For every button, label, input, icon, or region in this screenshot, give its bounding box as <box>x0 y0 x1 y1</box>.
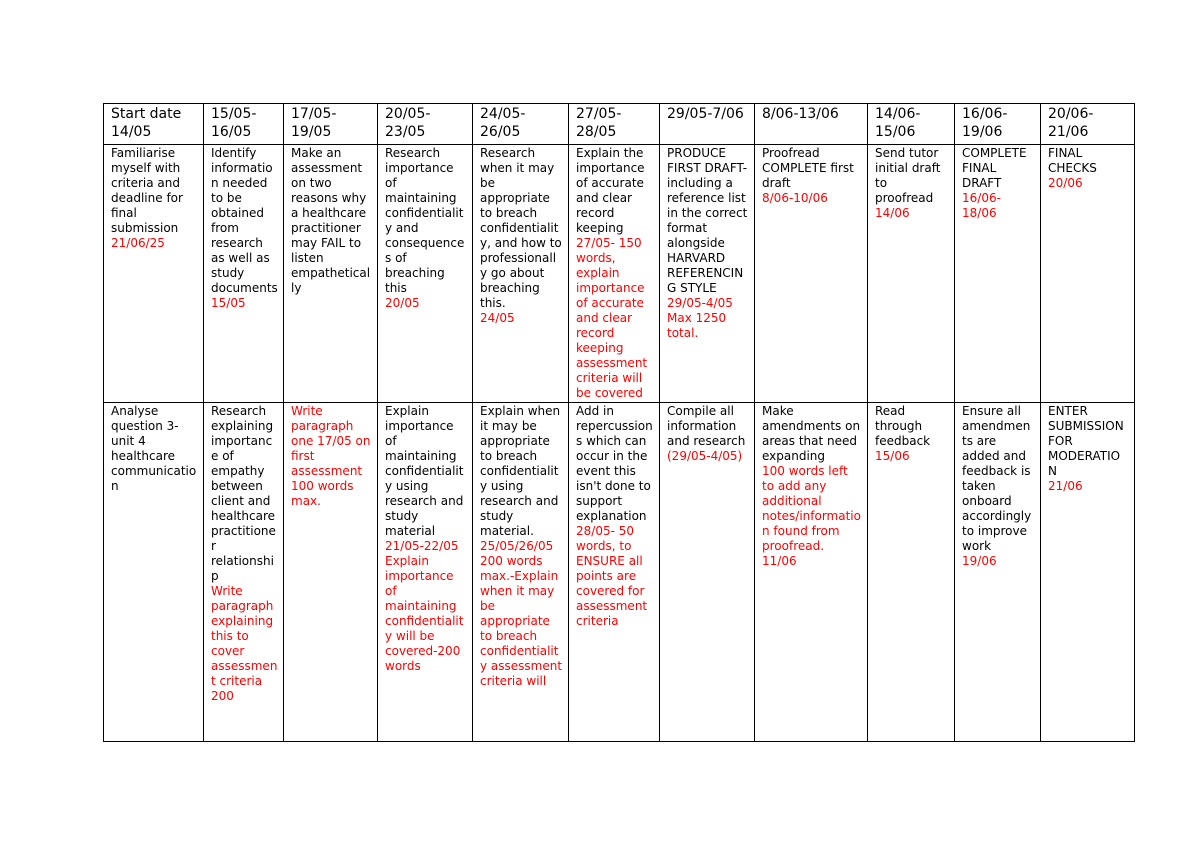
task-date: 19/06 <box>962 554 997 568</box>
header-cell: 24/05-26/05 <box>473 104 569 145</box>
task-text: ENTER SUBMISSION FOR MODERATION <box>1048 404 1124 478</box>
task-cell <box>104 145 204 403</box>
task-cell <box>284 403 378 742</box>
task-date: 25/05/26/05 200 words max.-Explain when it may be appropriate to breach confidentiality assessment criteria will <box>480 539 563 688</box>
task-cell <box>104 403 204 742</box>
task-text: Read through feedback <box>875 404 931 448</box>
task-date: 14/06 <box>875 206 910 220</box>
task-cell <box>660 145 755 403</box>
task-date: Write paragraph one 17/05 on first assessment 100 words max. <box>291 404 371 508</box>
task-date: Write paragraph explaining this to cover assessment criteria 200 <box>211 584 278 703</box>
task-date: 20/06 <box>1048 176 1083 190</box>
header-row <box>104 104 1135 145</box>
task-cell <box>955 403 1041 742</box>
task-text: Make amendments on areas that need expanding <box>762 404 861 463</box>
task-cell <box>473 403 569 742</box>
task-text: Proofread COMPLETE first draft <box>762 146 854 190</box>
task-text: Analyse question 3-unit 4 healthcare communication <box>111 404 197 493</box>
table-row <box>104 403 1135 742</box>
task-text: Compile all information and research <box>667 404 746 448</box>
table-row <box>104 145 1135 403</box>
task-cell <box>755 403 868 742</box>
task-date: 20/05 <box>385 296 420 310</box>
task-date: 27/05- 150 words, explain importance of accurate and clear record keeping assessment criteria will be covered <box>576 236 648 400</box>
task-cell <box>473 145 569 403</box>
header-cell: 15/05-16/05 <box>204 104 284 145</box>
task-cell <box>378 403 473 742</box>
task-cell <box>569 145 660 403</box>
task-text: FINAL CHECKS <box>1048 146 1097 175</box>
header-cell: 27/05-28/05 <box>569 104 660 145</box>
task-text: Research explaining importance of empathy between client and healthcare practitioner relationship <box>211 404 276 583</box>
task-date: 8/06-10/06 <box>762 191 828 205</box>
header-cell: 20/06-21/06 <box>1041 104 1135 145</box>
task-cell <box>868 145 955 403</box>
task-date: 21/05-22/05 Explain importance of maintaining confidentiality will be covered-200 words <box>385 539 464 673</box>
task-text: COMPLETE FINAL DRAFT <box>962 146 1027 190</box>
task-text: Make an assessment on two reasons why a healthcare practitioner may FAIL to listen empathetically <box>291 146 371 295</box>
task-text: Send tutor initial draft to proofread <box>875 146 941 205</box>
task-cell <box>284 145 378 403</box>
task-cell <box>204 145 284 403</box>
task-date: 15/05 <box>211 296 246 310</box>
task-date: 24/05 <box>480 311 515 325</box>
task-date: 15/06 <box>875 449 910 463</box>
task-cell <box>868 403 955 742</box>
task-cell <box>955 145 1041 403</box>
task-date: (29/05-4/05) <box>667 449 743 463</box>
header-cell: Start date 14/05 <box>104 104 204 145</box>
task-date: 16/06-18/06 <box>962 191 1001 220</box>
task-text: Explain when it may be appropriate to breach confidentiality using research and study material. <box>480 404 561 538</box>
header-cell: 29/05-7/06 <box>660 104 755 145</box>
task-text: Explain the importance of accurate and clear record keeping <box>576 146 645 235</box>
task-date: 28/05- 50 words, to ENSURE all points are covered for assessment criteria <box>576 524 648 628</box>
task-text: Identify information needed to be obtained from research as well as study documents <box>211 146 278 295</box>
task-cell <box>378 145 473 403</box>
task-cell <box>1041 403 1135 742</box>
planning-table <box>103 103 1135 742</box>
header-cell: 17/05-19/05 <box>284 104 378 145</box>
task-cell <box>1041 145 1135 403</box>
task-cell <box>660 403 755 742</box>
task-date: 29/05-4/05 Max 1250 total. <box>667 296 733 340</box>
header-cell: 14/06-15/06 <box>868 104 955 145</box>
header-cell: 16/06-19/06 <box>955 104 1041 145</box>
task-cell <box>569 403 660 742</box>
task-date: 100 words left to add any additional notes/information found from proofread. 11/06 <box>762 464 861 568</box>
task-text: Familiarise myself with criteria and deadline for final submission <box>111 146 183 235</box>
task-text: Research when it may be appropriate to breach confidentiality, and how to professionally go about breaching this. <box>480 146 562 310</box>
task-cell <box>204 403 284 742</box>
header-cell: 20/05-23/05 <box>378 104 473 145</box>
task-date: 21/06 <box>1048 479 1083 493</box>
task-text: Ensure all amendments are added and feedback is taken onboard accordingly to improve work <box>962 404 1032 553</box>
task-text: Explain importance of maintaining confidentiality using research and study material <box>385 404 464 538</box>
task-text: Research importance of maintaining confidentiality and consequences of breaching this <box>385 146 465 295</box>
task-date: 21/06/25 <box>111 236 165 250</box>
task-text: Add in repercussions which can occur in the event this isn't done to support explanation <box>576 404 653 523</box>
task-text: PRODUCE FIRST DRAFT-including a reference list in the correct format alongside HARVARD REFERENCING STYLE <box>667 146 748 295</box>
header-cell: 8/06-13/06 <box>755 104 868 145</box>
task-cell <box>755 145 868 403</box>
